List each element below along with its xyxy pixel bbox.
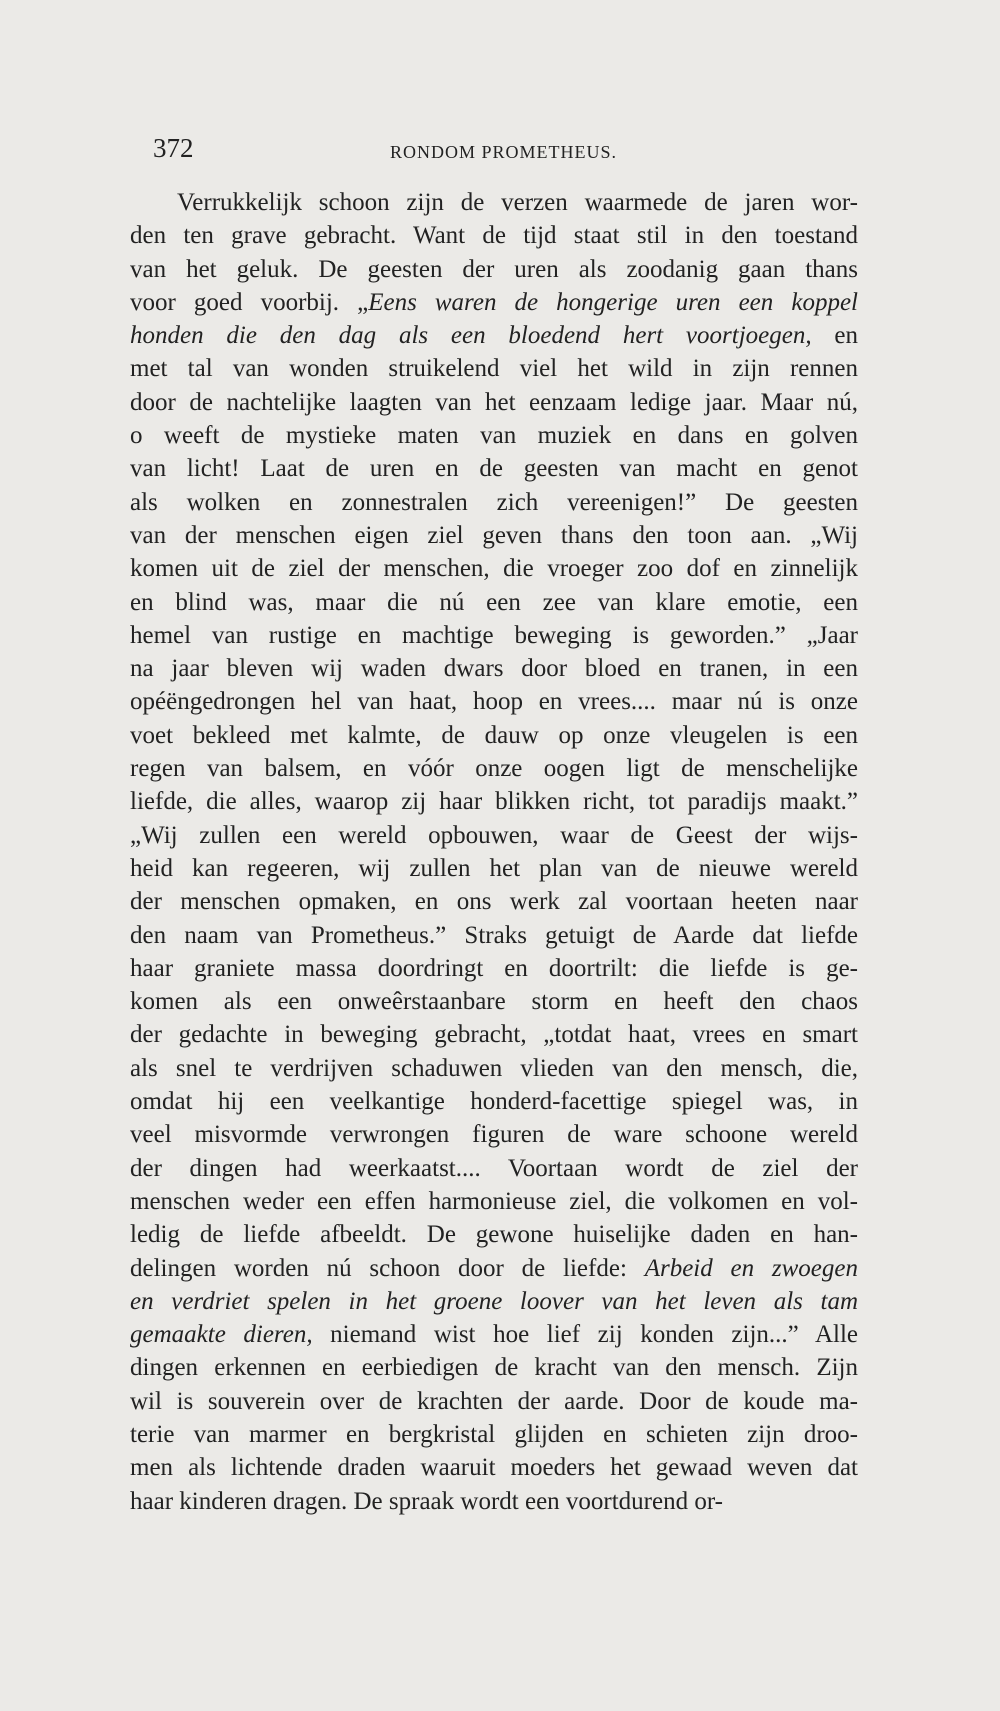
text-line: den ten grave gebracht. Want de tijd staat stil in den toestand <box>130 222 858 250</box>
text-line: hemel van rustige en machtige beweging is geworden.” „Jaar <box>130 621 858 649</box>
text-line: ledig de liefde afbeeldt. De gewone huiselijke daden en han- <box>130 1221 858 1249</box>
text-line: haar graniete massa doordringt en doortrilt: die liefde is ge- <box>130 954 858 982</box>
text-line: voor goed voorbij. „Eens waren de hongerige uren een koppel <box>130 288 858 316</box>
text-line: menschen weder een effen harmonieuse ziel, die volkomen en vol- <box>130 1187 858 1215</box>
text-line: der menschen opmaken, en ons werk zal voortaan heeten naar <box>130 888 858 916</box>
text-line: „Wij zullen een wereld opbouwen, waar de Geest der wijs- <box>130 821 858 849</box>
text-line: haar kinderen dragen. De spraak wordt een voortdurend or- <box>130 1487 724 1515</box>
text-line: gemaakte dieren, niemand wist hoe lief zij konden zijn...” Alle <box>130 1321 859 1349</box>
text-line: heid kan regeeren, wij zullen het plan van de nieuwe wereld <box>130 854 858 882</box>
page-header <box>153 133 853 173</box>
text-line: delingen worden nú schoon door de liefde: Arbeid en zwoegen <box>130 1254 858 1282</box>
running-title: RONDOM PROMETHEUS. <box>390 142 618 162</box>
text-line: en blind was, maar die nú een zee van klare emotie, een <box>130 588 858 616</box>
text-line <box>130 1285 858 1318</box>
italic-span: honden die den dag als een bloedend hert voortjoegen, <box>130 322 812 350</box>
text-line: als wolken en zonnestralen zich vereenigen!” De geesten <box>130 488 858 516</box>
text-line: men als lichtende draden waaruit moeders het gewaad weven dat <box>130 1454 858 1482</box>
text-line: als snel te verdrijven schaduwen vlieden van den mensch, die, <box>130 1054 858 1082</box>
italic-span: gemaakte dieren, <box>130 1321 313 1349</box>
text-line: den naam van Prometheus.” Straks getuigt de Aarde dat liefde <box>130 921 858 949</box>
text-line: voet bekleed met kalmte, de dauw op onze vleugelen is een <box>130 721 858 749</box>
text-line: wil is souverein over de krachten der aarde. Door de koude ma- <box>130 1387 858 1415</box>
text-line: dingen erkennen en eerbiedigen de kracht van den mensch. Zijn <box>130 1354 858 1382</box>
text-line: komen als een onweêrstaanbare storm en heeft den chaos <box>130 988 858 1016</box>
body-text <box>130 186 858 1518</box>
text-line: terie van marmer en bergkristal glijden en schieten zijn droo- <box>130 1420 858 1448</box>
text-line: na jaar bleven wij waden dwars door bloed en tranen, in een <box>130 655 858 683</box>
page-number: 372 <box>153 133 194 163</box>
text-line: der gedachte in beweging gebracht, „totdat haat, vrees en smart <box>130 1021 858 1049</box>
text-line: regen van balsem, en vóór onze oogen ligt de menschelijke <box>130 755 858 783</box>
text-line: van licht! Laat de uren en de geesten van macht en genot <box>130 455 858 483</box>
text-line: met tal van wonden struikelend viel het wild in zijn rennen <box>130 355 858 383</box>
italic-span: Arbeid en zwoegen <box>644 1254 858 1282</box>
italic-span: en verdriet spelen in het groene loover van het leven als tam <box>130 1287 858 1315</box>
text-line: liefde, die alles, waarop zij haar blikken richt, tot paradijs maakt.” <box>130 788 858 816</box>
text-line: Verrukkelijk schoon zijn de verzen waarmede de jaren wor- <box>177 189 858 216</box>
text-line: van der menschen eigen ziel geven thans den toon aan. „Wij <box>130 521 858 549</box>
text-line: o weeft de mystieke maten van muziek en dans en golven <box>130 422 858 450</box>
text-line: van het geluk. De geesten der uren als zoodanig gaan thans <box>130 255 858 283</box>
text-line: veel misvormde verwrongen figuren de ware schoone wereld <box>130 1121 858 1149</box>
text-line: komen uit de ziel der menschen, die vroeger zoo dof en zinnelijk <box>130 555 858 583</box>
text-line: door de nachtelijke laagten van het eenzaam ledige jaar. Maar nú, <box>130 388 858 416</box>
text-line: opéëngedrongen hel van haat, hoop en vrees.... maar nú is onze <box>130 688 858 716</box>
italic-span: Eens waren de hongerige uren een koppel <box>368 288 858 316</box>
text-line: omdat hij een veelkantige honderd-facettige spiegel was, in <box>130 1088 858 1116</box>
text-line: honden die den dag als een bloedend hert voortjoegen, en <box>130 322 858 350</box>
text-line: der dingen had weerkaatst.... Voortaan wordt de ziel der <box>130 1154 858 1182</box>
